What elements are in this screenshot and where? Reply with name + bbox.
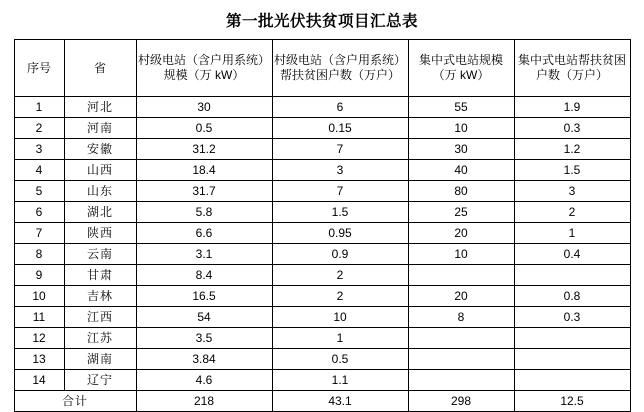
cell-central-scale: 10 bbox=[408, 118, 514, 139]
cell-central-scale: 20 bbox=[408, 286, 514, 307]
cell-central-households: 0.4 bbox=[514, 244, 630, 265]
cell-village-scale: 5.8 bbox=[136, 202, 272, 223]
cell-central-households: 1.5 bbox=[514, 160, 630, 181]
column-header-province: 省 bbox=[64, 40, 136, 97]
cell-province: 山西 bbox=[64, 160, 136, 181]
table-row bbox=[14, 202, 630, 223]
table-row bbox=[14, 97, 630, 118]
cell-village-households: 2 bbox=[272, 286, 408, 307]
total-central-scale: 298 bbox=[408, 391, 514, 412]
cell-village-scale: 8.4 bbox=[136, 265, 272, 286]
cell-central-scale bbox=[408, 328, 514, 349]
cell-province: 山东 bbox=[64, 181, 136, 202]
table-row bbox=[14, 223, 630, 244]
cell-central-households: 3 bbox=[514, 181, 630, 202]
cell-central-scale: 20 bbox=[408, 223, 514, 244]
cell-village-households: 10 bbox=[272, 307, 408, 328]
cell-index: 13 bbox=[14, 349, 64, 370]
cell-village-scale: 0.5 bbox=[136, 118, 272, 139]
total-row bbox=[14, 391, 630, 412]
cell-central-scale bbox=[408, 349, 514, 370]
cell-central-scale: 10 bbox=[408, 244, 514, 265]
cell-central-scale: 80 bbox=[408, 181, 514, 202]
cell-province: 安徽 bbox=[64, 139, 136, 160]
cell-province: 湖北 bbox=[64, 202, 136, 223]
cell-village-households: 1.1 bbox=[272, 370, 408, 391]
cell-village-households: 0.95 bbox=[272, 223, 408, 244]
cell-index: 14 bbox=[14, 370, 64, 391]
cell-village-scale: 6.6 bbox=[136, 223, 272, 244]
summary-table bbox=[14, 39, 631, 412]
table-row bbox=[14, 265, 630, 286]
total-village-households: 43.1 bbox=[272, 391, 408, 412]
cell-index: 3 bbox=[14, 139, 64, 160]
total-label: 合计 bbox=[14, 391, 136, 412]
table-row bbox=[14, 160, 630, 181]
cell-village-households: 1.5 bbox=[272, 202, 408, 223]
table-row bbox=[14, 328, 630, 349]
cell-central-scale: 55 bbox=[408, 97, 514, 118]
cell-village-households: 7 bbox=[272, 139, 408, 160]
cell-province: 河北 bbox=[64, 97, 136, 118]
table-header-row bbox=[14, 40, 630, 97]
cell-central-scale: 8 bbox=[408, 307, 514, 328]
table-row bbox=[14, 307, 630, 328]
cell-province: 陕西 bbox=[64, 223, 136, 244]
cell-index: 4 bbox=[14, 160, 64, 181]
cell-village-households: 3 bbox=[272, 160, 408, 181]
cell-index: 2 bbox=[14, 118, 64, 139]
cell-central-scale bbox=[408, 370, 514, 391]
cell-village-households: 0.9 bbox=[272, 244, 408, 265]
table-row bbox=[14, 244, 630, 265]
cell-village-scale: 16.5 bbox=[136, 286, 272, 307]
cell-village-households: 2 bbox=[272, 265, 408, 286]
cell-index: 11 bbox=[14, 307, 64, 328]
cell-village-scale: 30 bbox=[136, 97, 272, 118]
table-footer bbox=[14, 391, 630, 412]
page-title: 第一批光伏扶贫项目汇总表 bbox=[225, 13, 418, 30]
column-header-central-scale: 集中式电站规模（万 kW） bbox=[408, 40, 514, 97]
table-row bbox=[14, 139, 630, 160]
total-central-households: 12.5 bbox=[514, 391, 630, 412]
table-body bbox=[14, 97, 630, 391]
cell-village-scale: 3.1 bbox=[136, 244, 272, 265]
cell-index: 5 bbox=[14, 181, 64, 202]
cell-central-scale: 40 bbox=[408, 160, 514, 181]
cell-province: 湖南 bbox=[64, 349, 136, 370]
cell-province: 云南 bbox=[64, 244, 136, 265]
cell-village-households: 1 bbox=[272, 328, 408, 349]
cell-province: 河南 bbox=[64, 118, 136, 139]
cell-index: 7 bbox=[14, 223, 64, 244]
cell-central-households bbox=[514, 349, 630, 370]
cell-village-households: 0.15 bbox=[272, 118, 408, 139]
cell-central-households bbox=[514, 265, 630, 286]
cell-village-scale: 31.7 bbox=[136, 181, 272, 202]
cell-village-scale: 3.5 bbox=[136, 328, 272, 349]
cell-village-scale: 4.6 bbox=[136, 370, 272, 391]
cell-village-scale: 18.4 bbox=[136, 160, 272, 181]
column-header-central-households: 集中式电站帮扶贫困户数（万户） bbox=[514, 40, 630, 97]
cell-central-households: 0.8 bbox=[514, 286, 630, 307]
table-row bbox=[14, 286, 630, 307]
cell-index: 9 bbox=[14, 265, 64, 286]
cell-index: 10 bbox=[14, 286, 64, 307]
cell-province: 江西 bbox=[64, 307, 136, 328]
cell-index: 1 bbox=[14, 97, 64, 118]
table-row bbox=[14, 118, 630, 139]
cell-province: 甘肃 bbox=[64, 265, 136, 286]
column-header-village-scale: 村级电站（含户用系统）规模（万 kW） bbox=[136, 40, 272, 97]
table-row bbox=[14, 349, 630, 370]
cell-province: 江苏 bbox=[64, 328, 136, 349]
table-row bbox=[14, 370, 630, 391]
cell-index: 6 bbox=[14, 202, 64, 223]
cell-central-scale: 25 bbox=[408, 202, 514, 223]
cell-index: 8 bbox=[14, 244, 64, 265]
table-row bbox=[14, 181, 630, 202]
total-village-scale: 218 bbox=[136, 391, 272, 412]
cell-village-scale: 54 bbox=[136, 307, 272, 328]
cell-village-scale: 31.2 bbox=[136, 139, 272, 160]
cell-central-households bbox=[514, 370, 630, 391]
cell-village-households: 7 bbox=[272, 181, 408, 202]
table-header bbox=[14, 40, 630, 97]
cell-central-households: 0.3 bbox=[514, 307, 630, 328]
cell-central-scale: 30 bbox=[408, 139, 514, 160]
cell-central-households: 1.2 bbox=[514, 139, 630, 160]
cell-central-households bbox=[514, 328, 630, 349]
cell-province: 辽宁 bbox=[64, 370, 136, 391]
cell-central-households: 2 bbox=[514, 202, 630, 223]
cell-central-households: 0.3 bbox=[514, 118, 630, 139]
cell-central-households: 1.9 bbox=[514, 97, 630, 118]
column-header-index: 序号 bbox=[14, 40, 64, 97]
cell-village-households: 6 bbox=[272, 97, 408, 118]
cell-village-scale: 3.84 bbox=[136, 349, 272, 370]
column-header-village-households: 村级电站（含户用系统）帮扶贫困户数（万户） bbox=[272, 40, 408, 97]
cell-province: 吉林 bbox=[64, 286, 136, 307]
cell-village-households: 0.5 bbox=[272, 349, 408, 370]
cell-central-households: 1 bbox=[514, 223, 630, 244]
cell-index: 12 bbox=[14, 328, 64, 349]
cell-central-scale bbox=[408, 265, 514, 286]
